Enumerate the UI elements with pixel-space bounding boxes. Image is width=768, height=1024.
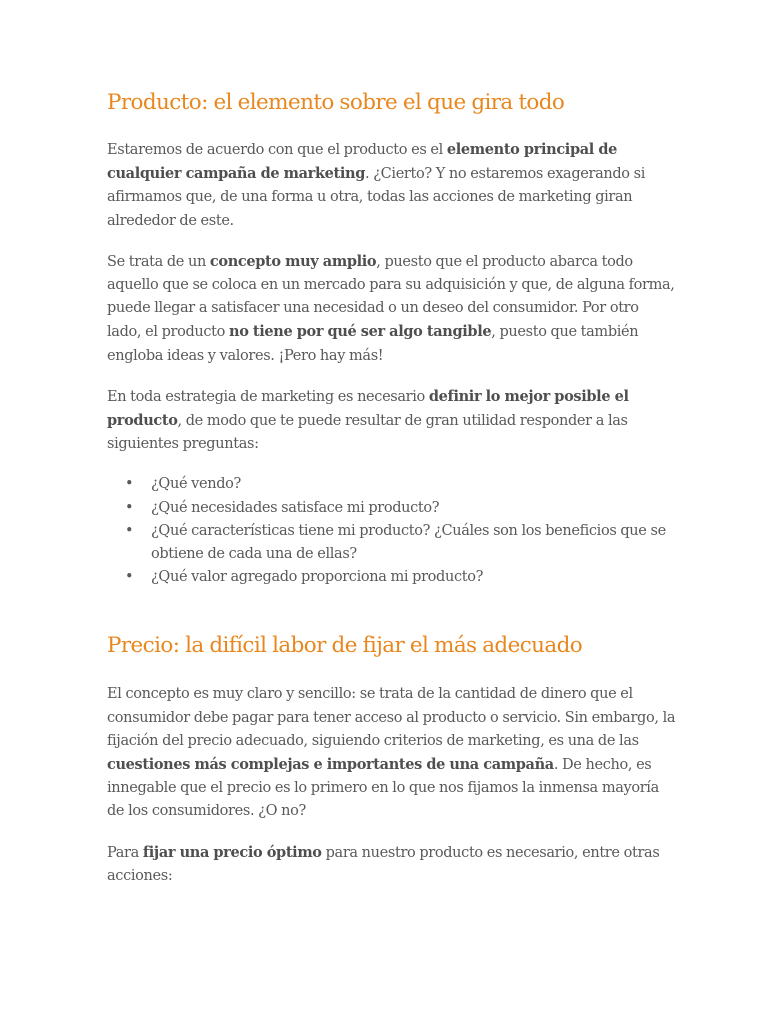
text-span: . De hecho, es innegable que el precio es lo primero en lo que nos fijamos la inmensa mayoría de los consumidores. ¿O no? <box>107 757 659 820</box>
text-span: Estaremos de acuerdo con que el producto es el <box>107 142 447 158</box>
section-title-precio: Precio: la difícil labor de fijar el más adecuado <box>107 633 583 659</box>
bold-text-span: concepto muy amplio <box>209 252 377 270</box>
paragraph-precio-concepto <box>107 683 676 823</box>
paragraph-producto-estrategia <box>107 385 676 457</box>
text-span: , de modo que te puede resultar de gran utilidad responder a las siguientes preguntas: <box>107 413 628 453</box>
section-title-producto: Producto: el elemento sobre el que gira todo <box>107 90 565 115</box>
list-item-text: ¿Qué necesidades satisface mi producto? <box>151 499 440 516</box>
bullet-icon: • <box>125 522 134 539</box>
list-item <box>107 497 676 520</box>
text-span: para nuestro producto es necesario, entre otras acciones: <box>107 844 660 884</box>
list-item <box>107 473 676 496</box>
text-span: En toda estrategia de marketing es necesario <box>107 388 429 405</box>
text-span: Para <box>107 844 143 861</box>
text-span: . ¿Cierto? Y no estaremos exagerando si afirmamos que, de una forma u otra, todas las acciones de marketing giran alrededor de este. <box>107 166 646 229</box>
question-list <box>107 473 676 589</box>
text-span: El concepto es muy claro y sencillo: se trata de la cantidad de dinero que el consumidor debe pagar para tener acceso al producto o servicio. Sin embargo, la fijación del precio adecuado, siguiendo criterios de marketing, es una de las <box>107 686 676 749</box>
list-item <box>107 520 676 566</box>
bold-text-span: elemento principal de cualquier campaña de marketing <box>107 141 618 183</box>
list-item-text: ¿Qué valor agregado proporciona mi producto? <box>151 569 483 586</box>
bold-text-span: cuestiones más complejas e importantes de una campaña <box>107 756 554 774</box>
list-item <box>107 566 676 589</box>
bold-text-span: no tiene por qué ser algo tangible <box>229 323 492 341</box>
bold-text-span: definir lo mejor posible el producto <box>107 387 629 430</box>
bullet-icon: • <box>125 569 134 586</box>
bullet-icon: • <box>125 476 134 493</box>
paragraph-precio-optimo <box>107 841 676 888</box>
paragraph-producto-concepto <box>107 250 676 368</box>
list-item-text: ¿Qué vendo? <box>151 476 241 493</box>
paragraph-producto-intro <box>107 138 676 233</box>
text-span: Se trata de un <box>107 253 210 270</box>
bullet-icon: • <box>125 499 134 516</box>
bold-text-span: fijar una precio óptimo <box>142 843 322 861</box>
text-span: , puesto que también engloba ideas y valores. ¡Pero hay más! <box>107 324 639 364</box>
text-span: , puesto que el producto abarca todo aquello que se coloca en un mercado para su adquisición y que, de alguna forma, puede llegar a satisfacer una necesidad o un deseo del consumidor. Por otro lado, el producto <box>107 253 675 341</box>
list-item-text: ¿Qué características tiene mi producto? ¿Cuáles son los beneficios que se obtiene de cada una de ellas? <box>151 522 666 563</box>
